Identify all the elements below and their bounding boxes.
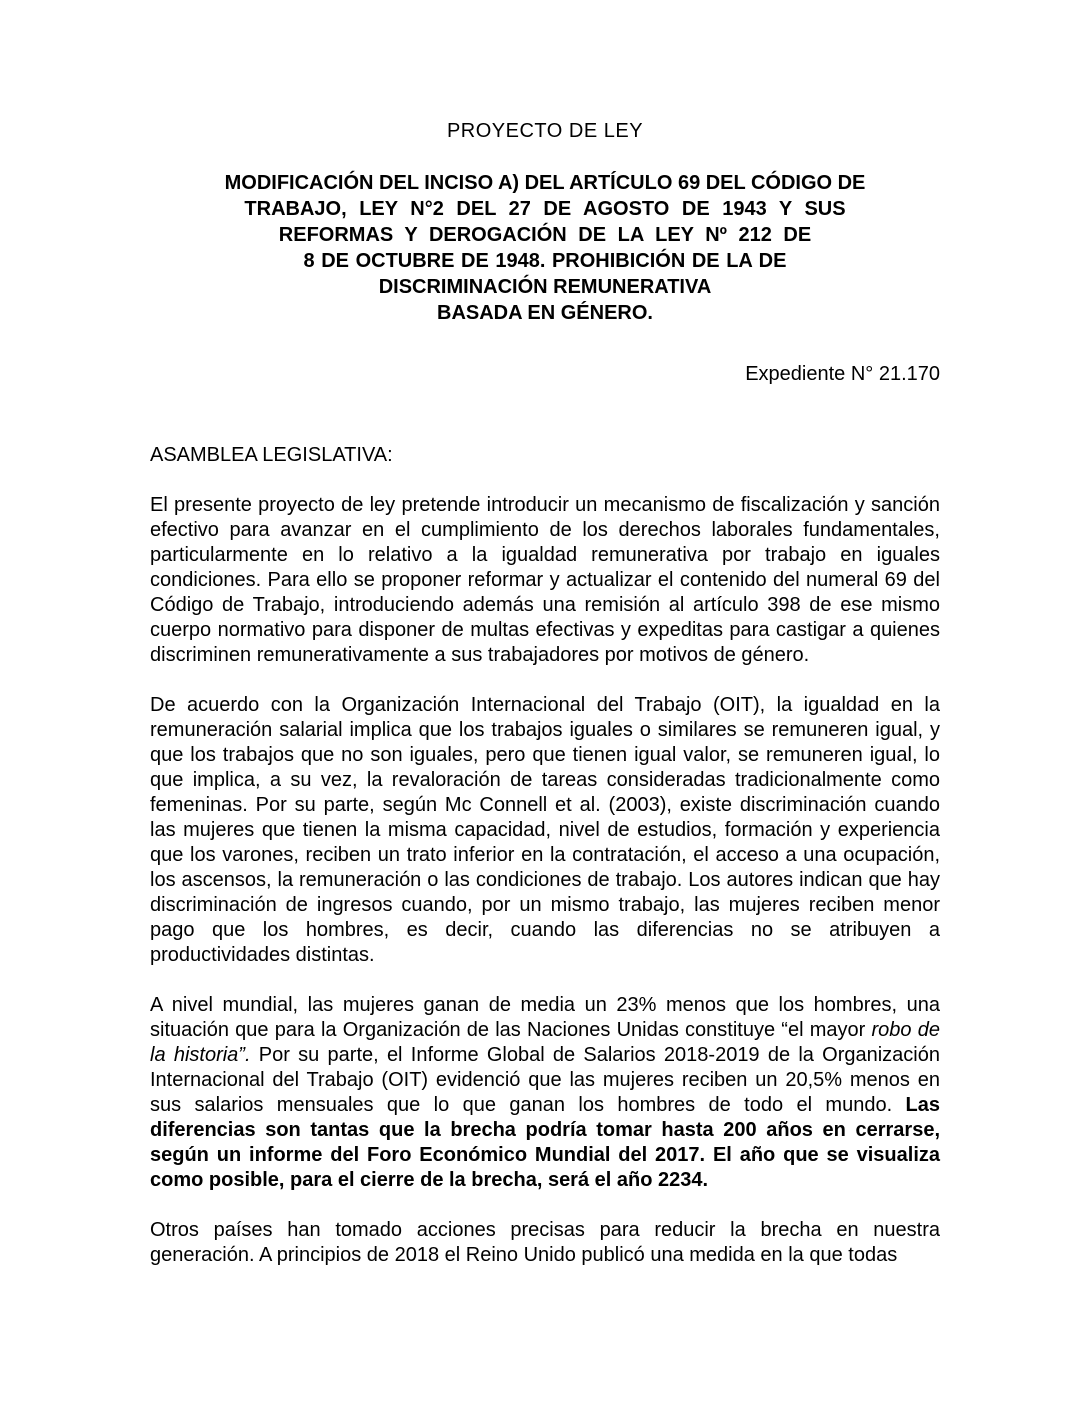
body-paragraph: [150, 493, 940, 668]
document-title-line: TRABAJO, LEY N°2 DEL 27 DE AGOSTO DE 1943 Y SUS: [244, 198, 846, 220]
document-title-line: MODIFICACIÓN DEL INCISO A) DEL ARTÍCULO 69 DEL CÓDIGO DE: [224, 172, 866, 194]
text-run-normal: Otros países han tomado acciones precisas para reducir la brecha en nuestra generación. A principios de 2018 el Reino Unido publicó una medida en la que todas: [150, 1219, 940, 1266]
document-kicker: PROYECTO DE LEY: [446, 120, 644, 142]
document-title-line: REFORMAS Y DEROGACIÓN DE LA LEY Nº 212 DE: [278, 224, 812, 246]
body-paragraph: [150, 1218, 940, 1268]
document-title-line: BASADA EN GÉNERO.: [437, 302, 653, 324]
document-title-line: 8 DE OCTUBRE DE 1948. PROHIBICIÓN DE LA DE: [303, 250, 787, 272]
text-run-normal: De acuerdo con la Organización Internacional del Trabajo (OIT), la igualdad en la remuneración salarial implica que los trabajos iguales o similares se remuneren igual, y que los trabajos que no son iguales, pero que tienen igual valor, se remuneren igual, lo que implica, a su vez, la revaloración de tareas consideradas tradicionalmente como femeninas. Por su parte, según Mc Connell et al. (2003), existe discriminación cuando las mujeres que tienen la misma capacidad, nivel de estudios, formación y experiencia que los varones, reciben un trato inferior en la contratación, el acceso a una ocupación, los ascensos, la remuneración o las condiciones de trabajo. Los autores indican que hay discriminación de ingresos cuando, por un mismo trabajo, las mujeres reciben menor pago que los hombres, es decir, cuando las diferencias no se atribuyen a productividades distintas.: [150, 694, 940, 966]
salutation: ASAMBLEA LEGISLATIVA:: [150, 444, 393, 466]
expediente-number: Expediente N° 21.170: [745, 363, 940, 385]
text-run-normal: Por su parte, el Informe Global de Salarios 2018-2019 de la Organización Internacional del Trabajo (OIT) evidenció que las mujeres reciben un 20,5% menos en sus salarios mensuales que lo que ganan los hombres de todo el mundo.: [150, 1044, 940, 1116]
body-paragraph: [150, 693, 940, 968]
text-run-bold: Las diferencias son tantas que la brecha podría tomar hasta 200 años en cerrarse, según un informe del Foro Económico Mundial del 2017. El año que se visualiza como posible, para el cierre de la brecha, será el año 2234.: [150, 1094, 940, 1191]
document-title-line: DISCRIMINACIÓN REMUNERATIVA: [378, 276, 712, 298]
text-run-normal: A nivel mundial, las mujeres ganan de media un 23% menos que los hombres, una situación que para la Organización de las Naciones Unidas constituye “el mayor: [150, 994, 940, 1041]
text-run-italic: robo de la historia”.: [150, 1019, 940, 1066]
text-run-normal: El presente proyecto de ley pretende introducir un mecanismo de fiscalización y sanción efectivo para avanzar en el cumplimiento de los derechos laborales fundamentales, particularmente en lo relativo a la igualdad remunerativa por trabajo en iguales condiciones. Para ello se proponer reformar y actualizar el contenido del numeral 69 del Código de Trabajo, introduciendo además una remisión al artículo 398 de ese mismo cuerpo normativo para disponer de multas efectivas y expeditas para castigar a quienes discriminen remunerativamente a sus trabajadores por motivos de género.: [150, 494, 940, 666]
document-title: [150, 170, 940, 326]
body-paragraph: [150, 993, 940, 1193]
document-body: [150, 493, 940, 1268]
